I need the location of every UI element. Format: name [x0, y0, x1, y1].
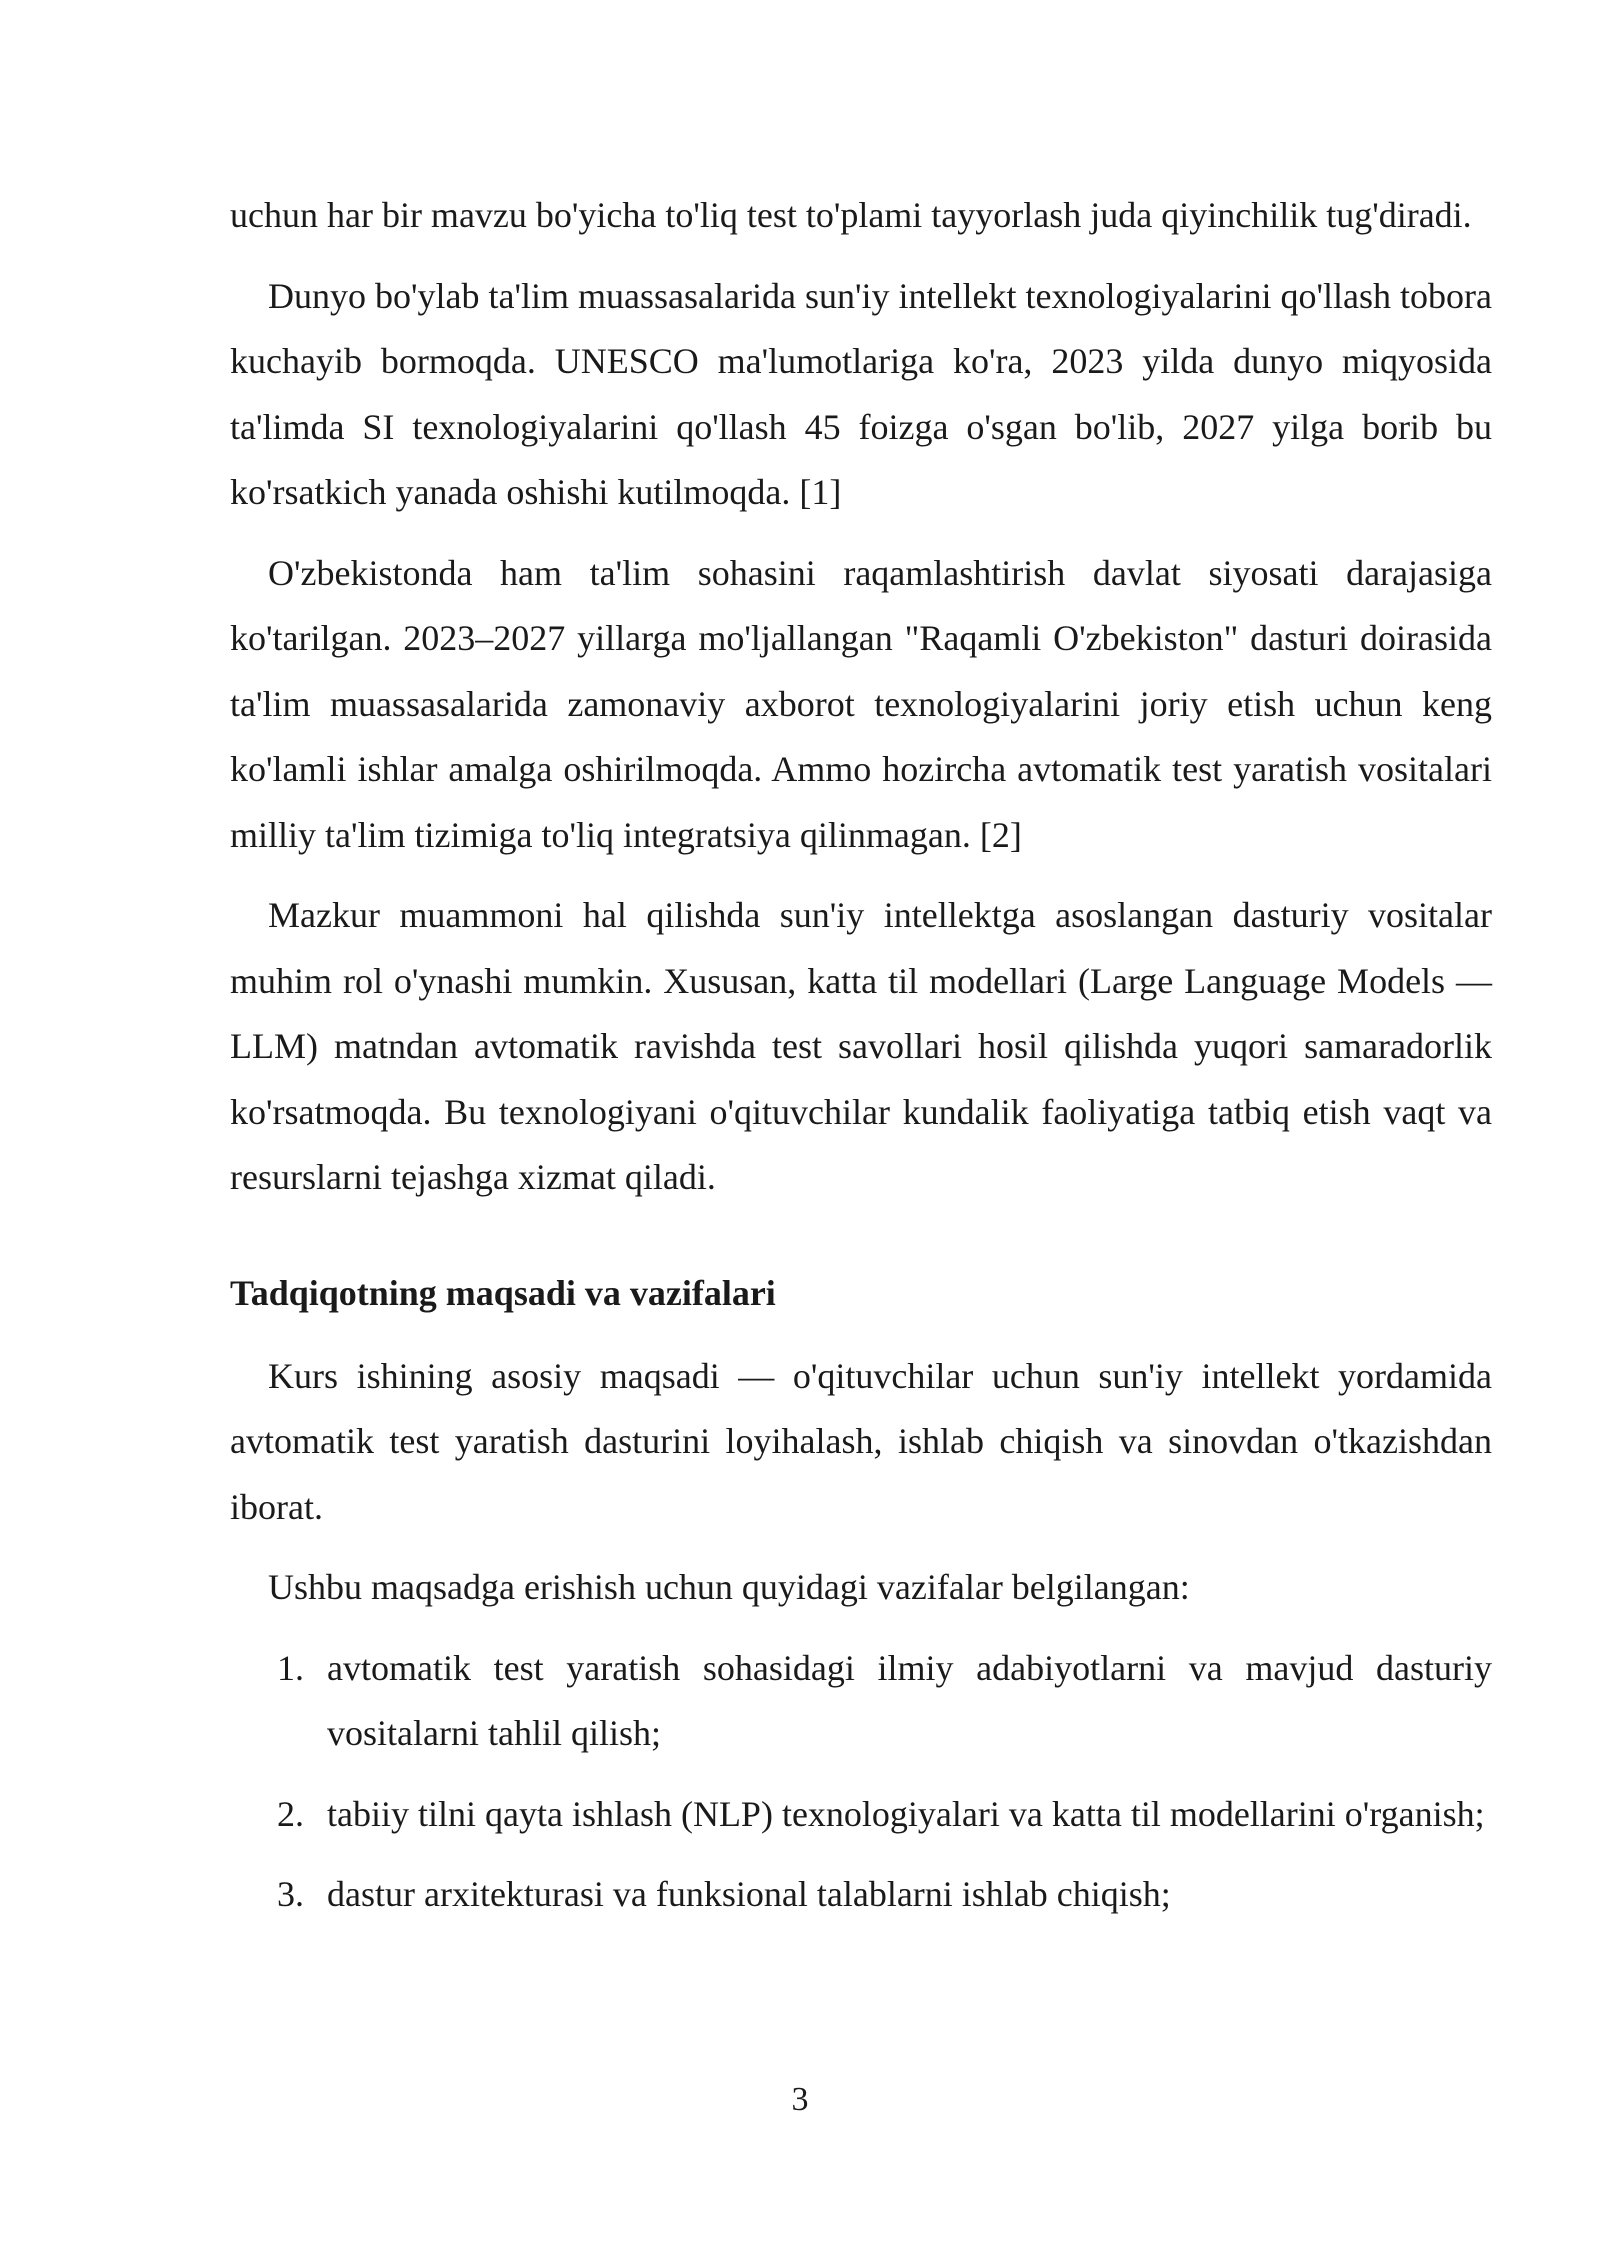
list-item-number: 1.: [277, 1647, 304, 1688]
list-item-text: avtomatik test yaratish sohasidagi ilmiy adabiyotlarni va mavjud dasturiy vositalarni tahlil qilish;: [327, 1647, 1492, 1753]
paragraph-main-goal: Kurs ishining asosiy maqsadi — o'qituvchilar uchun sun'iy intellekt yordamida avtomatik test yaratish dasturini loyihalash, ishlab chiqish va sinovdan o'tkazishdan iborat.: [230, 1355, 1492, 1527]
paragraph-global-ai-trend: Dunyo bo'ylab ta'lim muassasalarida sun'iy intellekt texnologiyalarini qo'llash tobora kuchayib bormoqda. UNESCO ma'lumotlariga ko'ra, 2023 yilda dunyo miqyosida ta'limda SI texnologiyalarini qo'llash 45 foizga o'sgan bo'lib, 2027 yilga borib bu ko'rsatkich yanada oshishi kutilmoqda. [1]: [230, 275, 1492, 512]
paragraph-continuation: uchun har bir mavzu bo'yicha to'liq test to'plami tayyorlash juda qiyinchilik tug'diradi.: [230, 195, 1472, 235]
section-heading: Tadqiqotning maqsadi va vazifalari: [230, 1272, 776, 1313]
list-item: [230, 1782, 1492, 1848]
paragraph-llm-solution: Mazkur muammoni hal qilishda sun'iy intellektga asoslangan dasturiy vositalar muhim rol o'ynashi mumkin. Xususan, katta til modellari (Large Language Models — LLM) matndan avtomatik ravishda test savollari hosil qilishda yuqori samaradorlik ko'rsatmoqda. Bu texnologiyani o'qituvchilar kundalik faoliyatiga tatbiq etish vaqt va resurslarni tejashga xizmat qiladi.: [230, 895, 1492, 1197]
list-item-text: dastur arxitekturasi va funksional talablarni ishlab chiqish;: [327, 1874, 1171, 1914]
task-list: [230, 1636, 1492, 1928]
paragraph-tasks-intro: Ushbu maqsadga erishish uchun quyidagi vazifalar belgilangan:: [268, 1567, 1190, 1607]
list-item-text: tabiiy tilni qayta ishlash (NLP) texnologiyalari va katta til modellarini o'rganish;: [327, 1793, 1485, 1834]
paragraph-uzbekistan-digitalization: O'zbekistonda ham ta'lim sohasini raqamlashtirish davlat siyosati darajasiga ko'tarilgan. 2023–2027 yillarga mo'ljallangan "Raqamli O'zbekiston" dasturi doirasida ta'lim muassasalarida zamonaviy axborot texnologiyalarini joriy etish uchun keng ko'lamli ishlar amalga oshirilmoqda. Ammo hozircha avtomatik test yaratish vositalari milliy ta'lim tizimiga to'liq integratsiya qilinmagan. [2]: [230, 552, 1492, 855]
list-item-number: 2.: [277, 1793, 304, 1834]
list-item: [230, 1862, 1492, 1928]
document-page: [230, 183, 1492, 1943]
list-item-number: 3.: [277, 1874, 304, 1914]
list-item: [230, 1636, 1492, 1767]
page-number: 3: [791, 2081, 809, 2118]
